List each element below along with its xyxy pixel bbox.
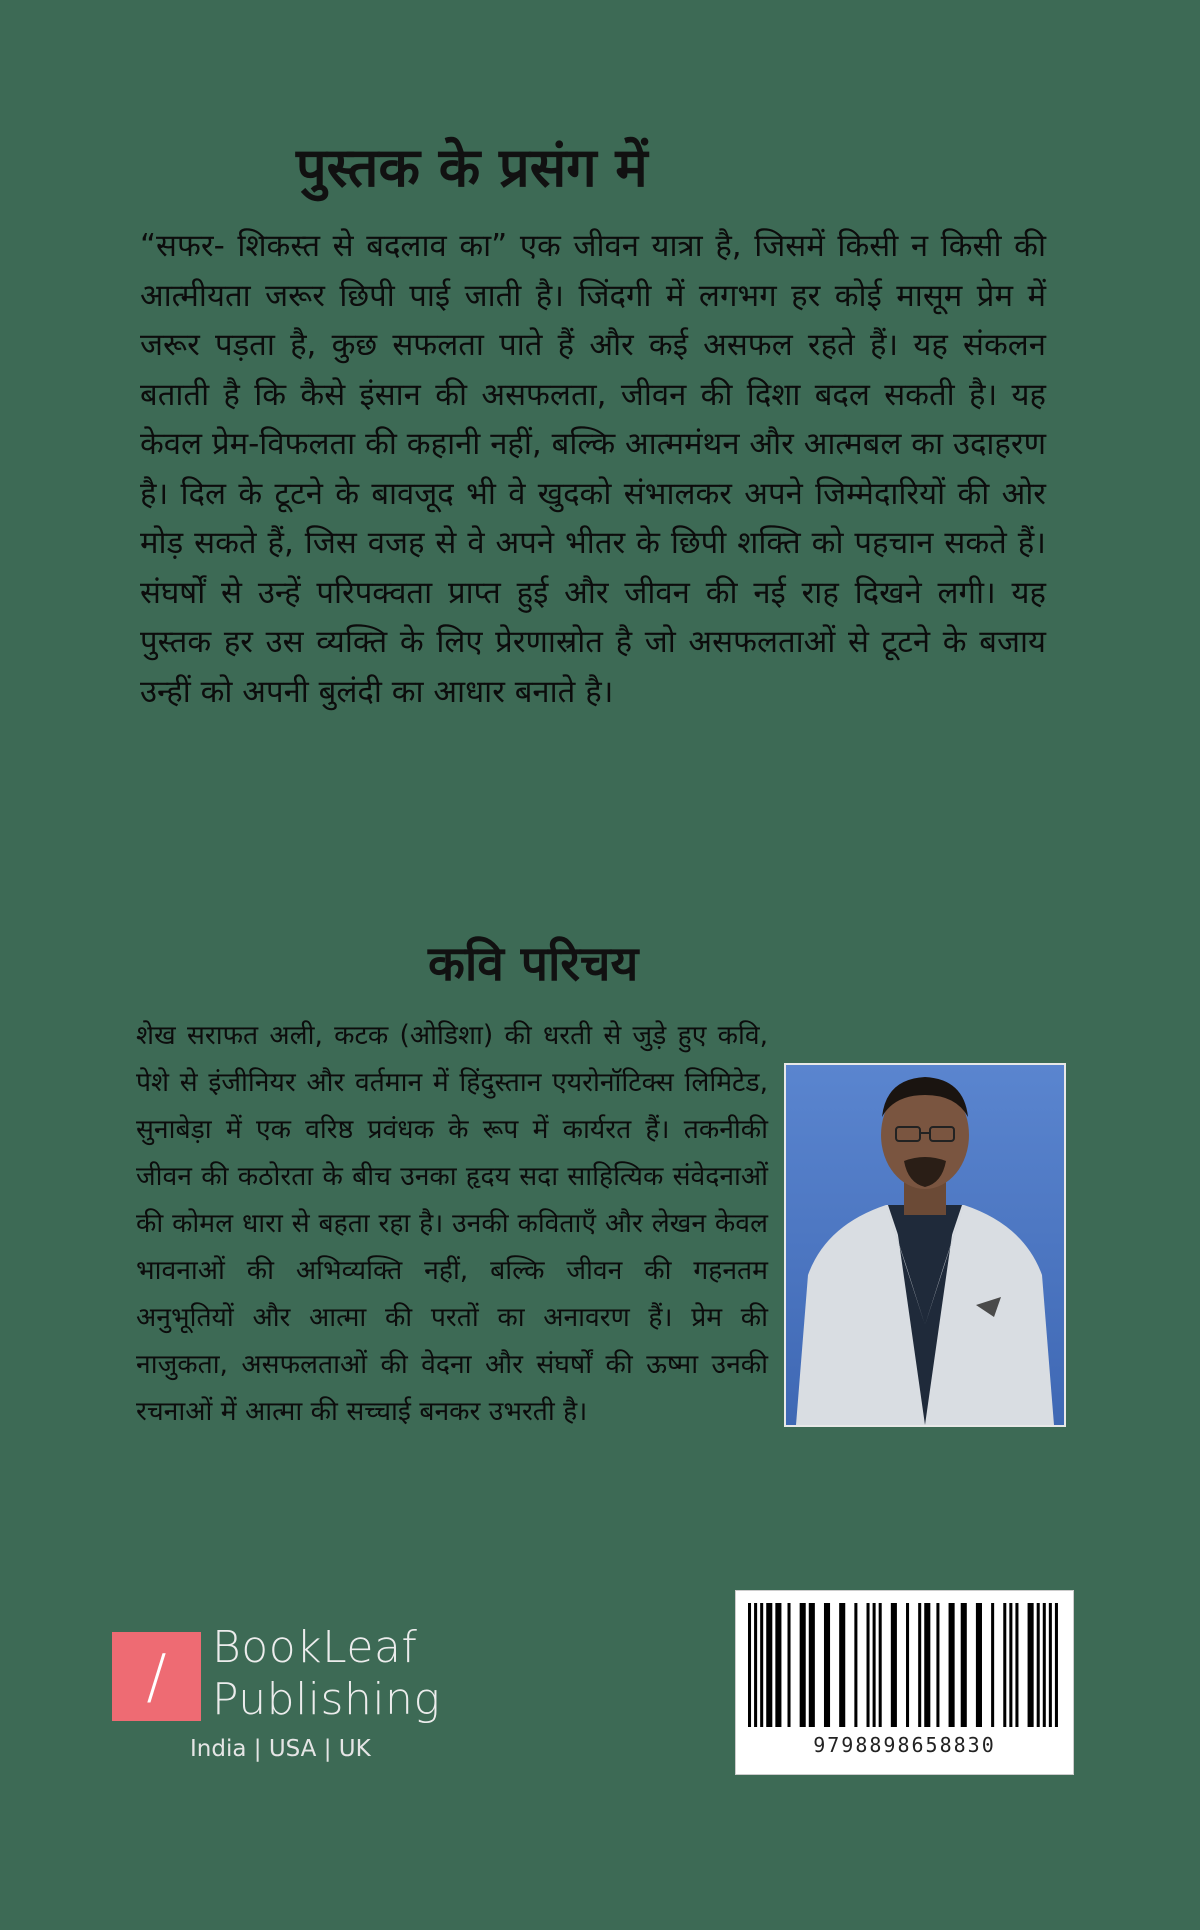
barcode-bar <box>1009 1603 1012 1727</box>
about-book-text: “सफर- शिकस्त से बदलाव का” एक जीवन यात्रा है, जिसमें किसी न किसी की आत्मीयता जरूर छिपी पाई जाती है। जिंदगी में लगभग हर कोई मासूम प्रेम में जरूर पड़ता है, कुछ सफलता पाते हैं और कई असफल रहते हैं। यह संकलन बताती है कि कैसे इंसान की असफलता, जीवन की दिशा बदल सकती है। यह केवल प्रेम-विफलता की कहानी नहीं, बल्कि आत्ममंथन और आत्मबल का उदाहरण है। दिल के टूटने के बावजूद भी वे खुदको संभालकर अपने जिम्मेदारियों की ओर मोड़ सकते हैं, जिस वजह से वे अपने भीतर के छिपी शक्ति को पहचान सकते हैं। संघर्षों से उन्हें परिपक्वता प्राप्त हुई और जीवन की नई राह दिखने लगी। यह पुस्तक हर उस व्यक्ति के लिए प्रेरणास्रोत है जो असफलताओं से टूटने के बजाय उन्हीं को अपनी बुलंदी का आधार बनाते है। <box>140 228 1046 710</box>
barcode-bar <box>1049 1603 1052 1727</box>
barcode-bar <box>867 1603 870 1727</box>
barcode-bar <box>1037 1603 1040 1727</box>
barcode-bar <box>879 1603 882 1727</box>
barcode-bar <box>906 1603 909 1727</box>
barcode-bar <box>800 1603 806 1727</box>
barcode-bar <box>760 1603 763 1727</box>
publisher-name <box>212 1622 440 1726</box>
poet-photo <box>784 1063 1066 1427</box>
isbn-number: 9798898658830 <box>813 1733 996 1757</box>
poet-intro-title: कवि परिचय <box>428 936 639 992</box>
publisher-name-line1: BookLeaf <box>212 1622 418 1673</box>
barcode-bars-icon <box>748 1603 1061 1727</box>
isbn-barcode <box>735 1590 1074 1775</box>
barcode-bar <box>839 1603 845 1727</box>
barcode-bar <box>891 1603 897 1727</box>
barcode-bar <box>1043 1603 1046 1727</box>
poet-portrait-icon <box>786 1065 1064 1425</box>
barcode-bar <box>854 1603 857 1727</box>
poet-intro-text: शेख सराफत अली, कटक (ओडिशा) की धरती से जुड़े हुए कवि, पेशे से इंजीनियर और वर्तमान में हिंदुस्तान एयरोनॉटिक्स लिमिटेड, सुनाबेड़ा में एक वरिष्ठ प्रवंधक के रूप में कार्यरत हैं। तकनीकी जीवन की कठोरता के बीच उनका हृदय सदा साहित्यिक संवेदनाओं की कोमल धारा से बहता रहा है। उनकी कविताएँ और लेखन केवल भावनाओं की अभिव्यक्ति नहीं, बल्कि जीवन की गहनतम अनुभूतियों और आत्मा की परतों का अनावरण हैं। प्रेम की नाजुकता, असफलताओं की वेदना और संघर्षों की ऊष्मा उनकी रचनाओं में आत्मा की सच्चाई बनकर उभरती है। <box>136 1020 768 1427</box>
barcode-bar <box>924 1603 930 1727</box>
barcode-bar <box>1003 1603 1006 1727</box>
barcode-bar <box>1015 1603 1018 1727</box>
barcode-bar <box>976 1603 982 1727</box>
barcode-bar <box>873 1603 876 1727</box>
barcode-bar <box>991 1603 994 1727</box>
barcode-bar <box>824 1603 830 1727</box>
barcode-bar <box>918 1603 921 1727</box>
barcode-bar <box>961 1603 967 1727</box>
logo-slash-icon: / <box>112 1632 201 1721</box>
barcode-bar <box>1028 1603 1034 1727</box>
barcode-bar <box>748 1603 751 1727</box>
barcode-bar <box>754 1603 757 1727</box>
about-book-title: पुस्तक के प्रसंग में <box>296 136 648 199</box>
publisher-regions: India | USA | UK <box>190 1736 371 1762</box>
barcode-bar <box>788 1603 791 1727</box>
barcode-bar <box>949 1603 955 1727</box>
publisher-logo <box>112 1622 452 1768</box>
publisher-name-line2: Publishing <box>212 1674 441 1725</box>
barcode-bar <box>1055 1603 1058 1727</box>
barcode-bar <box>936 1603 939 1727</box>
barcode-bar <box>809 1603 815 1727</box>
barcode-bar <box>766 1603 772 1727</box>
barcode-bar <box>775 1603 781 1727</box>
